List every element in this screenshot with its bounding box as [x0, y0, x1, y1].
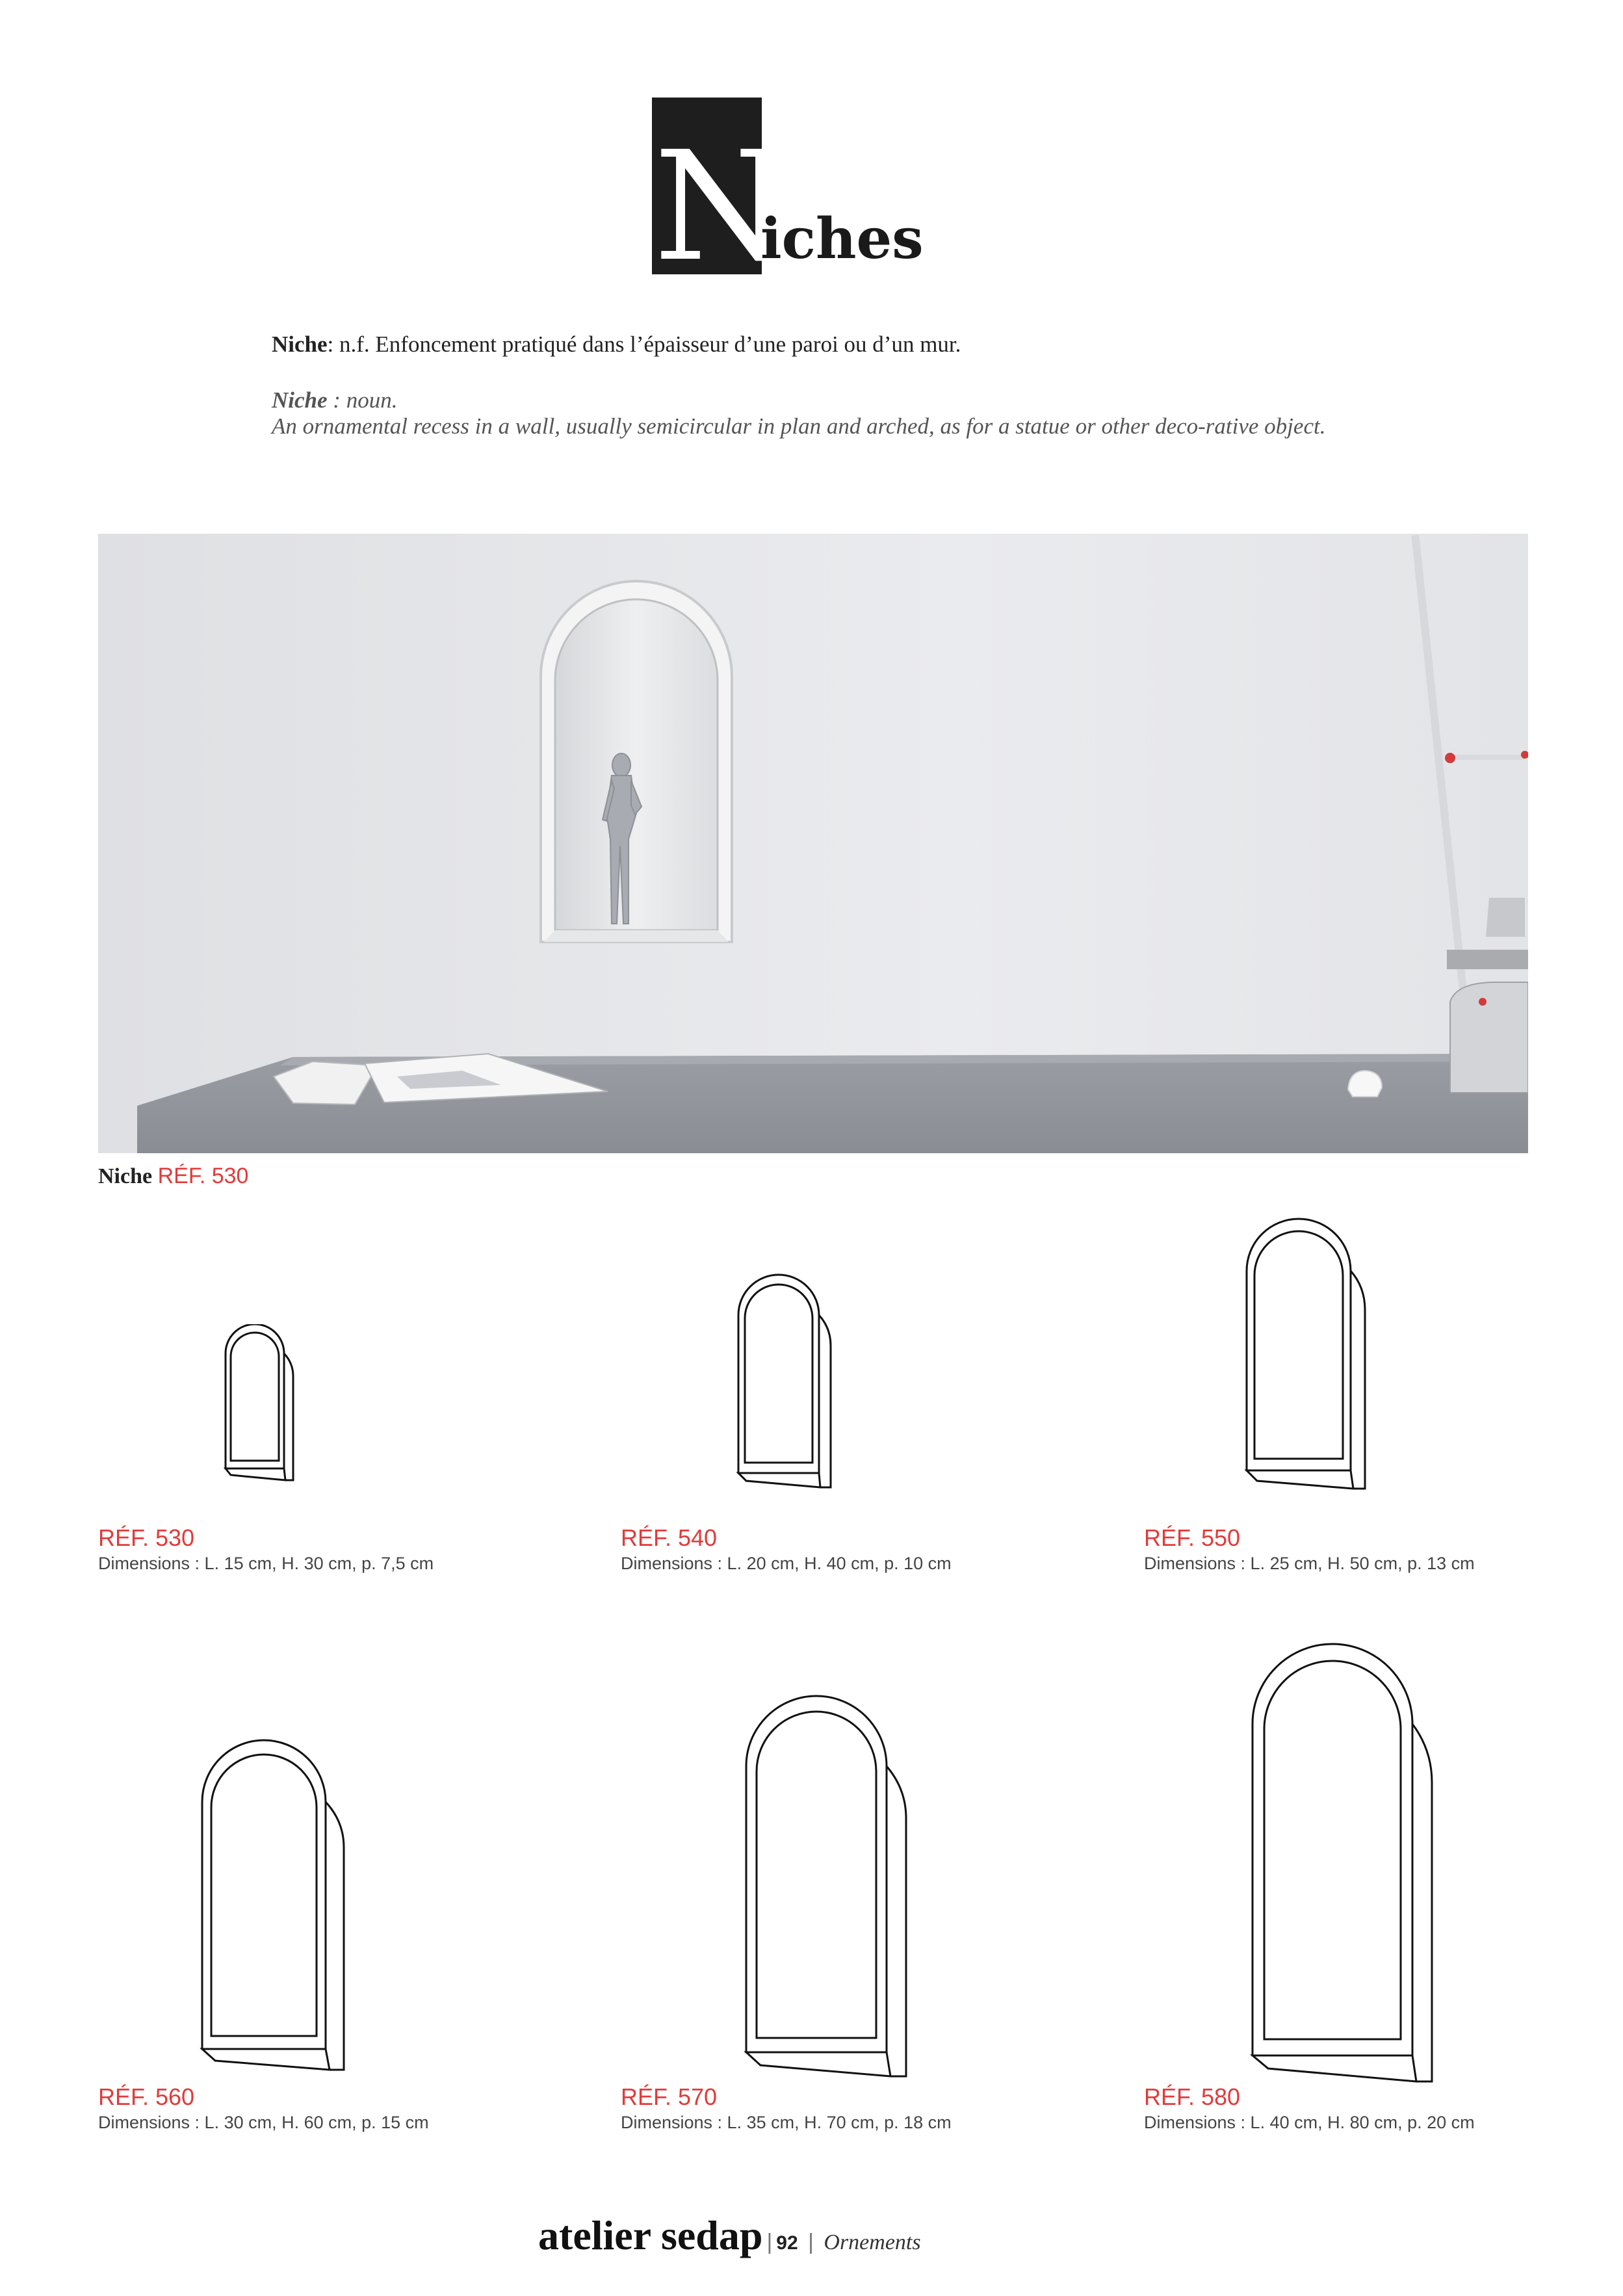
definition-french-term: Niche	[272, 332, 328, 357]
definition-english-term: Niche	[272, 387, 328, 413]
niche-560-drawing	[197, 1737, 353, 2081]
definition-french-text: : n.f. Enfoncement pratiqué dans l’épaisseur d’une paroi ou d’un mur.	[327, 332, 961, 357]
product-dimensions: Dimensions : L. 25 cm, H. 50 cm, p. 13 cm	[1144, 1554, 1475, 1573]
product-ref: RÉF. 570	[621, 2083, 718, 2110]
product-ref: RÉF. 530	[98, 1524, 195, 1551]
definition-english-heading	[272, 387, 397, 413]
product-ref: RÉF. 580	[1144, 2083, 1241, 2110]
niche-580-drawing	[1247, 1639, 1436, 2094]
photo-caption-label: Niche	[98, 1164, 153, 1188]
section-name: Ornements	[824, 2230, 921, 2254]
page-number: 92	[776, 2232, 798, 2254]
photo-caption	[98, 1164, 248, 1189]
footer-divider: |	[801, 2230, 820, 2254]
niche-room-illustration	[98, 534, 1528, 1153]
photo-caption-ref: RÉF. 530	[157, 1164, 249, 1188]
niche-570-drawing	[741, 1691, 910, 2088]
definition-english-text: An ornamental recess in a wall, usually semicircular in plan and arched, as for a statue or other deco-rative object.	[272, 413, 1326, 439]
niche-540-drawing	[733, 1273, 837, 1494]
product-dimensions: Dimensions : L. 30 cm, H. 60 cm, p. 15 cm	[98, 2113, 429, 2132]
product-ref: RÉF. 560	[98, 2083, 195, 2110]
definition-english-pos: : noun.	[327, 387, 398, 413]
brand-name: atelier sedap	[538, 2212, 763, 2258]
product-photo	[98, 534, 1528, 1153]
product-ref: RÉF. 550	[1144, 1524, 1241, 1551]
product-dimensions: Dimensions : L. 20 cm, H. 40 cm, p. 10 cm	[621, 1554, 952, 1573]
definition-french	[272, 332, 961, 358]
niche-530-drawing	[220, 1324, 298, 1487]
page-footer	[538, 2211, 921, 2260]
product-dimensions: Dimensions : L. 15 cm, H. 30 cm, p. 7,5 cm	[98, 1554, 434, 1573]
product-ref: RÉF. 540	[621, 1524, 718, 1551]
title-initial-letter: N	[654, 119, 786, 294]
product-dimensions: Dimensions : L. 40 cm, H. 80 cm, p. 20 cm	[1144, 2113, 1475, 2132]
footer-divider: |	[766, 2230, 773, 2254]
product-dimensions: Dimensions : L. 35 cm, H. 70 cm, p. 18 cm	[621, 2113, 952, 2132]
niche-550-drawing	[1241, 1216, 1371, 1495]
page-title: iches	[760, 206, 924, 272]
